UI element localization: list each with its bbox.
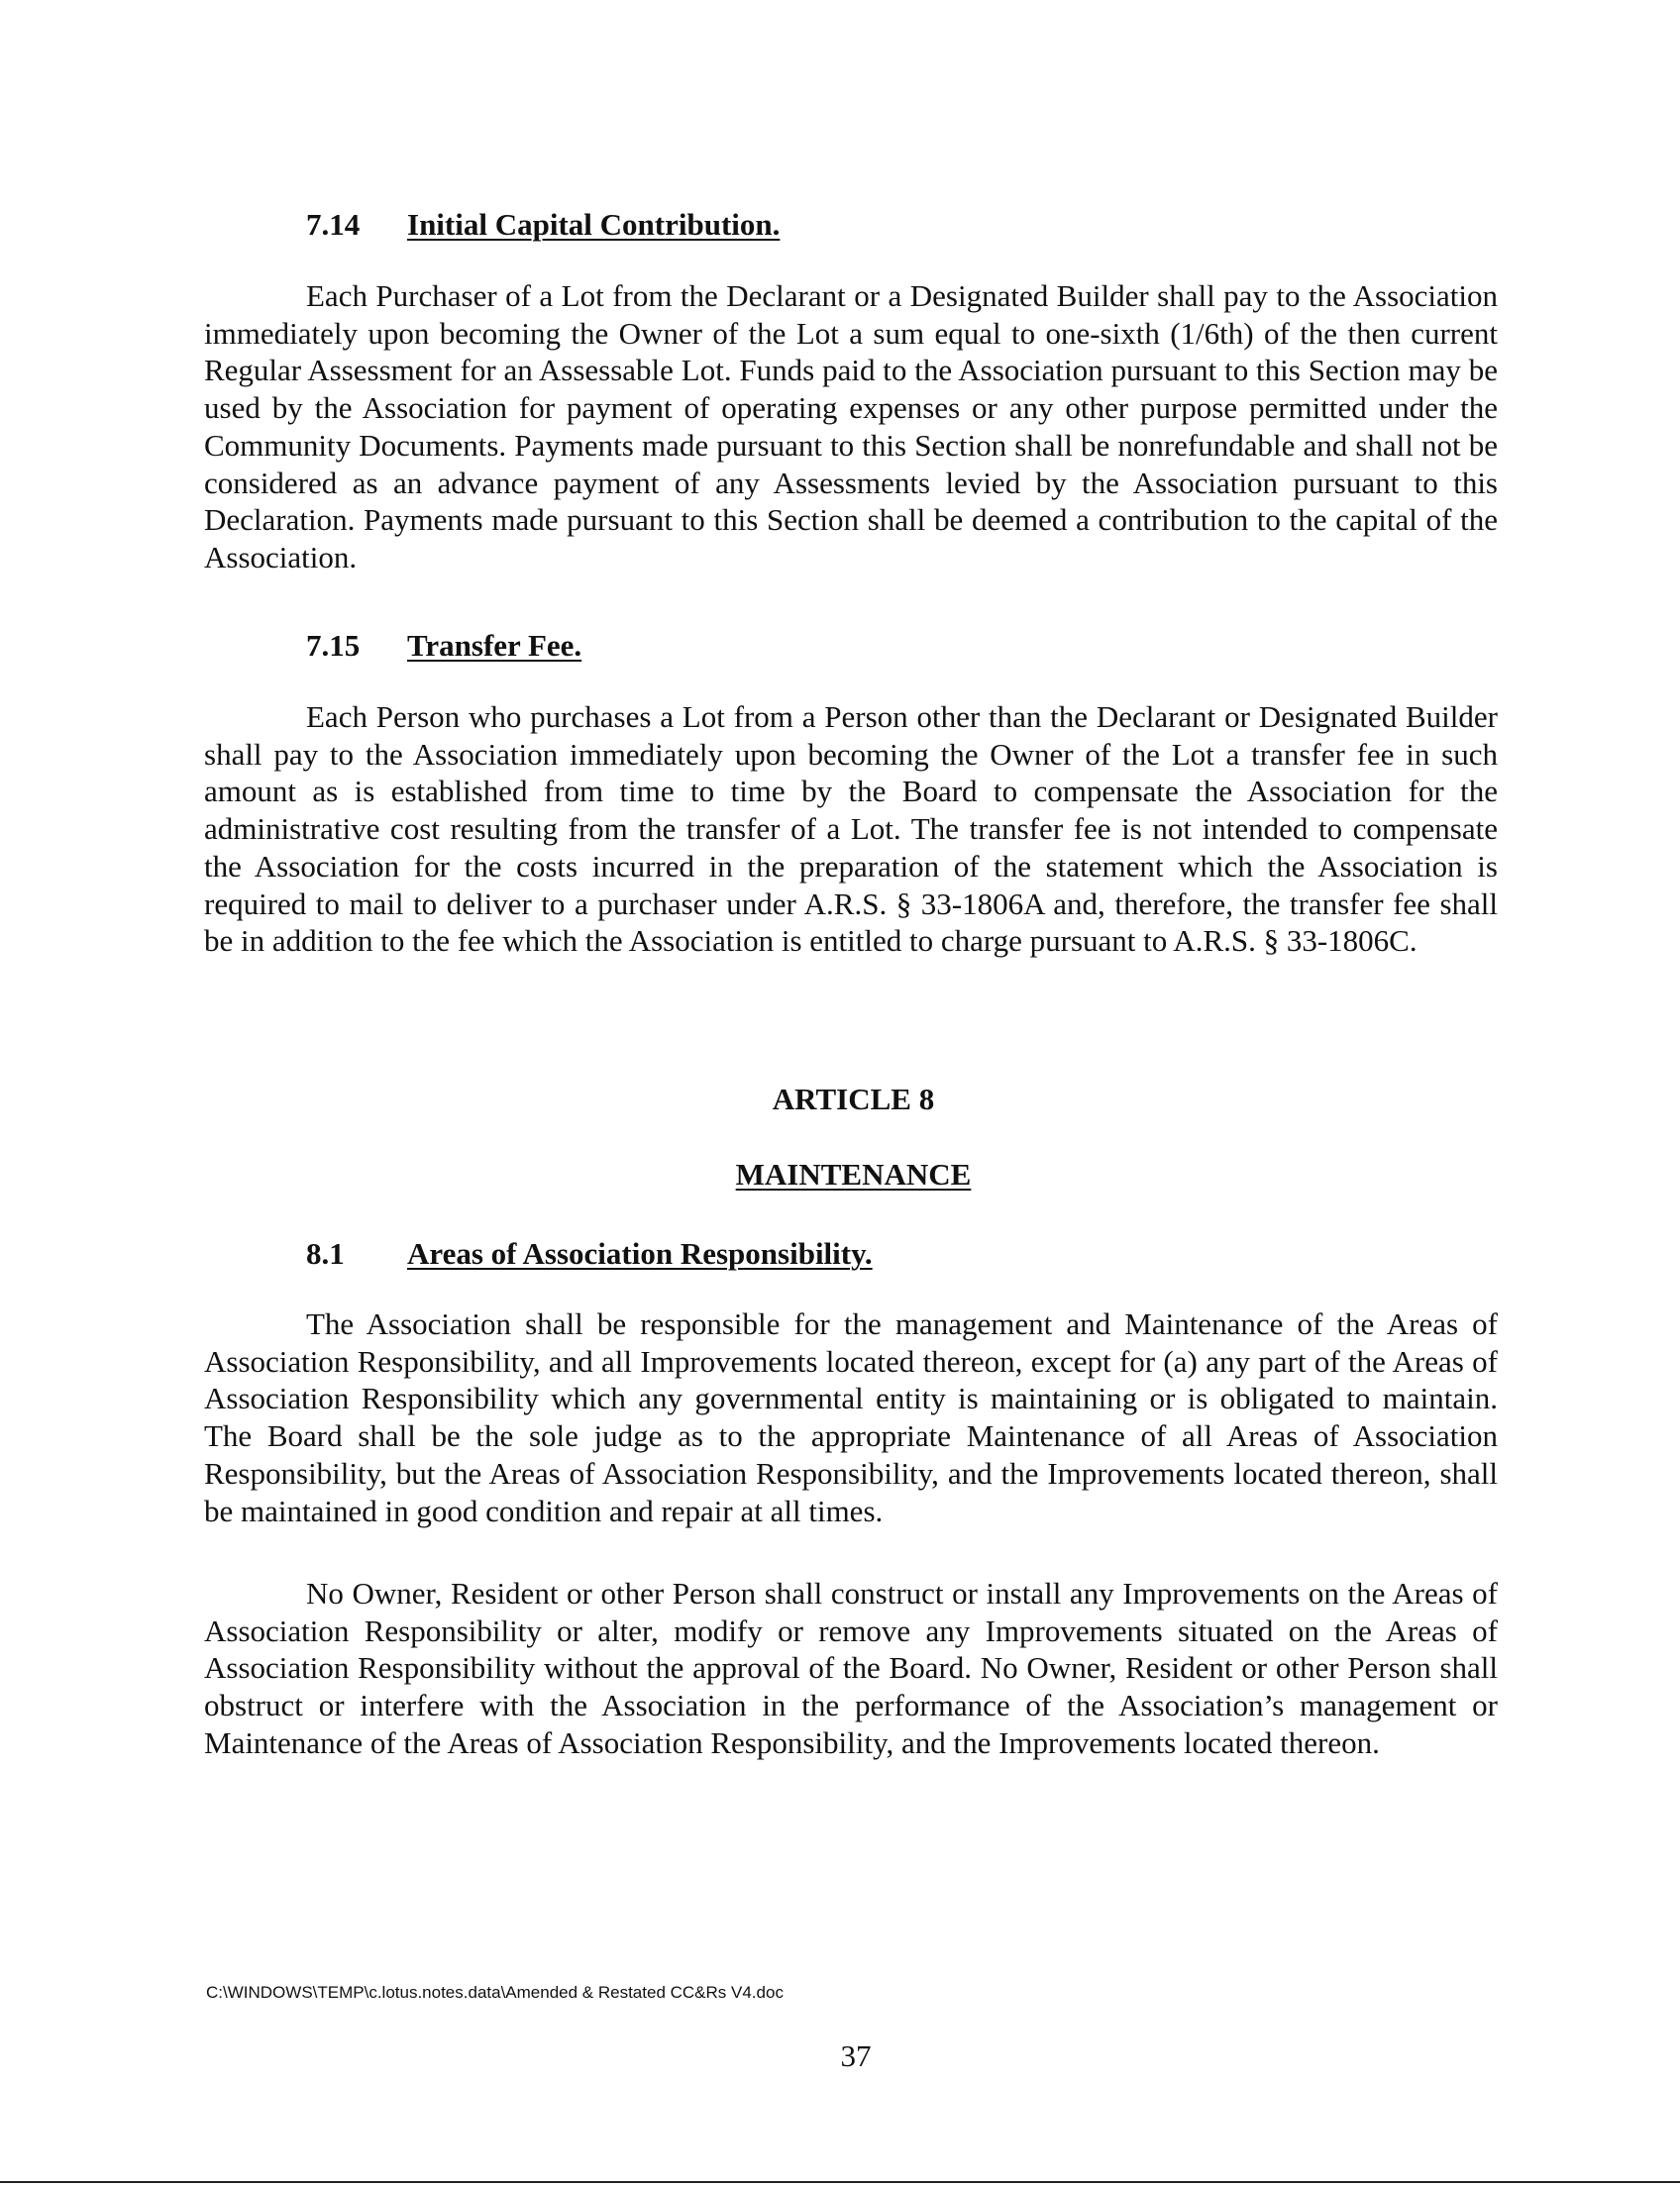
section-8-1-heading	[306, 1238, 873, 1269]
article-title	[0, 1159, 1680, 1190]
bottom-rule	[0, 2181, 1680, 2183]
section-7-14-paragraph: Each Purchaser of a Lot from the Declarant or a Designated Builder shall pay to the Association immediately upon becoming the Owner of the Lot a sum equal to one-sixth (1/6th) of the then current Regular Assessment for an Assessable Lot. Funds paid to the Association pursuant to this Section may be used by the Association for payment of operating expenses or any other purpose permitted under the Community Documents. Payments made pursuant to this Section shall be nonrefundable and shall not be considered as an advance payment of any Assessments levied by the Association pursuant to this Declaration. Payments made pursuant to this Section shall be deemed a contribution to the capital of the Association.	[204, 278, 1498, 574]
footer-file-path: C:\WINDOWS\TEMP\c.lotus.notes.data\Amended & Restated CC&Rs V4.doc	[206, 1983, 784, 2002]
section-8-1-title: Areas of Association Responsibility.	[407, 1236, 873, 1271]
page-number: 37	[840, 2038, 872, 2073]
article-title-text: MAINTENANCE	[735, 1157, 972, 1192]
section-7-15-title: Transfer Fee.	[407, 628, 582, 663]
section-7-15-number: 7.15	[306, 628, 361, 663]
section-7-15-heading	[306, 630, 581, 661]
section-7-15-paragraph: Each Person who purchases a Lot from a Person other than the Declarant or Designated Builder shall pay to the Association immediately upon becoming the Owner of the Lot a transfer fee in such amount as is established from time to time by the Board to compensate the Association for the administrative cost resulting from the transfer of a Lot. The transfer fee is not intended to compensate the Association for the costs incurred in the preparation of the statement which the Association is required to mail to deliver to a purchaser under A.R.S. § 33-1806A and, therefore, the transfer fee shall be in addition to the fee which the Association is entitled to charge pursuant to A.R.S. § 33-1806C.	[204, 699, 1498, 959]
section-8-1-paragraph-2: No Owner, Resident or other Person shall construct or install any Improvements on the Areas of Association Responsibility or alter, modify or remove any Improvements situated on the Areas of Association Responsibility without the approval of the Board. No Owner, Resident or other Person shall obstruct or interfere with the Association in the performance of the Association’s management or Maintenance of the Areas of Association Responsibility, and the Improvements located thereon.	[204, 1576, 1498, 1760]
section-7-14-heading	[306, 209, 780, 240]
section-8-1-paragraph-1: The Association shall be responsible for the management and Maintenance of the Areas of Association Responsibility, and all Improvements located thereon, except for (a) any part of the Areas of Association Responsibility which any governmental entity is maintaining or is obligated to maintain. The Board shall be the sole judge as to the appropriate Maintenance of all Areas of Association Responsibility, but the Areas of Association Responsibility, and the Improvements located thereon, shall be maintained in good condition and repair at all times.	[204, 1306, 1498, 1528]
section-7-14-number: 7.14	[306, 207, 361, 242]
section-8-1-number: 8.1	[306, 1236, 345, 1271]
article-label: ARTICLE 8	[772, 1082, 935, 1116]
section-7-14-title: Initial Capital Contribution.	[407, 207, 781, 242]
